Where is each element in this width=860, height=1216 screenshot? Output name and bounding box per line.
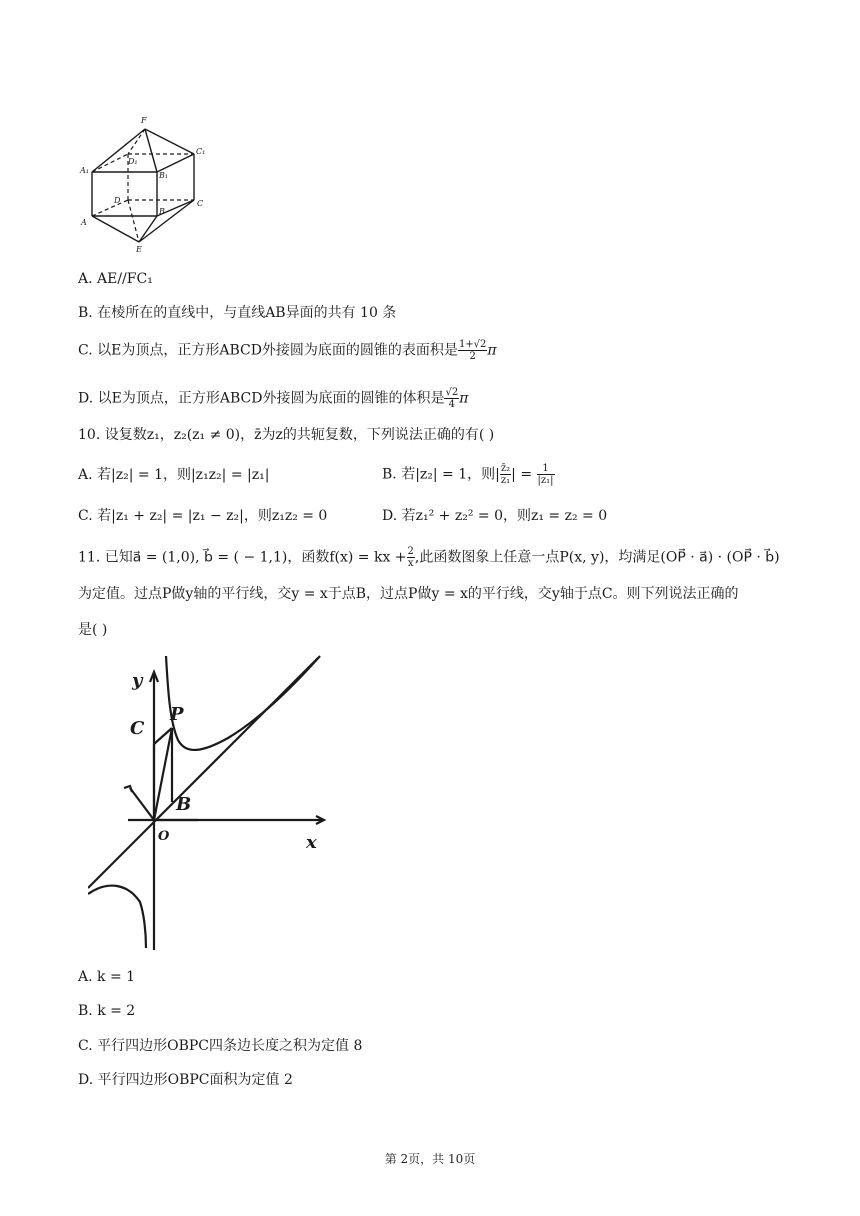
fraction-denominator: z₁ — [500, 475, 511, 486]
q11-stem-text-cont: ,此函数图象上任意一点P(x, y)，均满足(OP⃗ · a⃗) · (OP⃗ · b⃗) — [414, 549, 780, 566]
origin-label: O — [158, 829, 170, 844]
q9-option-c-text: C. 以E为顶点，正方形ABCD外接圆为底面的圆锥的表面积是 — [78, 342, 458, 359]
label-A: A — [81, 218, 87, 227]
q11-option-b: B. k = 2 — [78, 1003, 136, 1019]
fraction — [537, 463, 555, 486]
axis-label-y: y — [132, 670, 143, 691]
label-C1: C₁ — [196, 147, 206, 156]
q11-stem-line2: 为定值。过点P做y轴的平行线，交y = x于点B，过点P做y = x的平行线，交y轴于点C。则下列说法正确的 — [78, 586, 739, 602]
q9-option-b: B. 在棱所在的直线中，与直线AB异面的共有 10 条 — [78, 305, 397, 321]
q10-option-c: C. 若|z₁ + z₂| = |z₁ − z₂|，则z₁z₂ = 0 — [78, 508, 328, 524]
label-B1: B₁ — [159, 171, 169, 180]
function-graph-figure — [88, 652, 338, 950]
q9-option-a: A. AE//FC₁ — [78, 271, 153, 287]
q10-option-b — [382, 463, 555, 486]
q11-stem-line3: 是( ) — [78, 622, 108, 638]
label-F: F — [141, 116, 147, 125]
pi-symbol: π — [487, 342, 497, 359]
q10-option-a: A. 若|z₂| = 1，则|z₁z₂| = |z₁| — [78, 467, 270, 483]
q10-option-b-text: B. 若|z₂| = 1，则| — [382, 466, 500, 483]
fraction — [500, 463, 511, 486]
fraction-numerator: z̄₂ — [500, 463, 511, 474]
page-footer: 第 2页，共 10页 — [384, 1152, 476, 1166]
polyhedron-figure — [76, 110, 216, 260]
point-label-P: P — [170, 704, 184, 725]
axis-label-x: x — [306, 832, 317, 853]
fraction — [458, 339, 487, 362]
fraction-denominator: x — [407, 558, 414, 569]
label-C: C — [197, 199, 204, 208]
q10-stem: 10. 设复数z₁，z₂(z₁ ≠ 0)，z̄为z的共轭复数，下列说法正确的有( ) — [78, 427, 495, 443]
q11-stem-text: 11. 已知a⃗ = (1,0), b⃗ = ( − 1,1)，函数f(x) = kx + — [78, 549, 407, 566]
q11-stem-line1 — [78, 546, 780, 569]
fraction-numerator: √2 — [445, 387, 459, 398]
q11-option-d: D. 平行四边形OBPC面积为定值 2 — [78, 1072, 293, 1088]
q10-option-b-mid: | = — [511, 466, 533, 483]
point-label-B: B — [176, 794, 192, 815]
pi-symbol: π — [459, 390, 469, 407]
q10-option-d: D. 若z₁² + z₂² = 0，则z₁ = z₂ = 0 — [382, 508, 608, 524]
label-B: B — [159, 207, 165, 216]
fraction-denominator: 2 — [469, 351, 476, 362]
fraction-numerator: 1 — [537, 463, 555, 475]
fraction — [407, 546, 415, 569]
q11-option-a: A. k = 1 — [78, 969, 136, 985]
fraction-numerator: 2 — [407, 546, 414, 557]
q9-option-d — [78, 387, 468, 410]
q9-option-d-text: D. 以E为顶点，正方形ABCD外接圆为底面的圆锥的体积是 — [78, 390, 445, 407]
fraction — [444, 387, 459, 410]
fraction-numerator: 1+√2 — [458, 339, 487, 350]
label-E: E — [136, 245, 142, 254]
label-D1: D₁ — [128, 157, 138, 166]
label-A1: A₁ — [80, 166, 89, 175]
label-D: D — [114, 196, 121, 205]
q9-option-c — [78, 339, 497, 362]
fraction-denominator: 4 — [448, 399, 455, 410]
fraction-denominator: |z₁| — [537, 475, 554, 486]
q11-option-c: C. 平行四边形OBPC四条边长度之积为定值 8 — [78, 1038, 363, 1054]
point-label-C: C — [130, 718, 145, 739]
